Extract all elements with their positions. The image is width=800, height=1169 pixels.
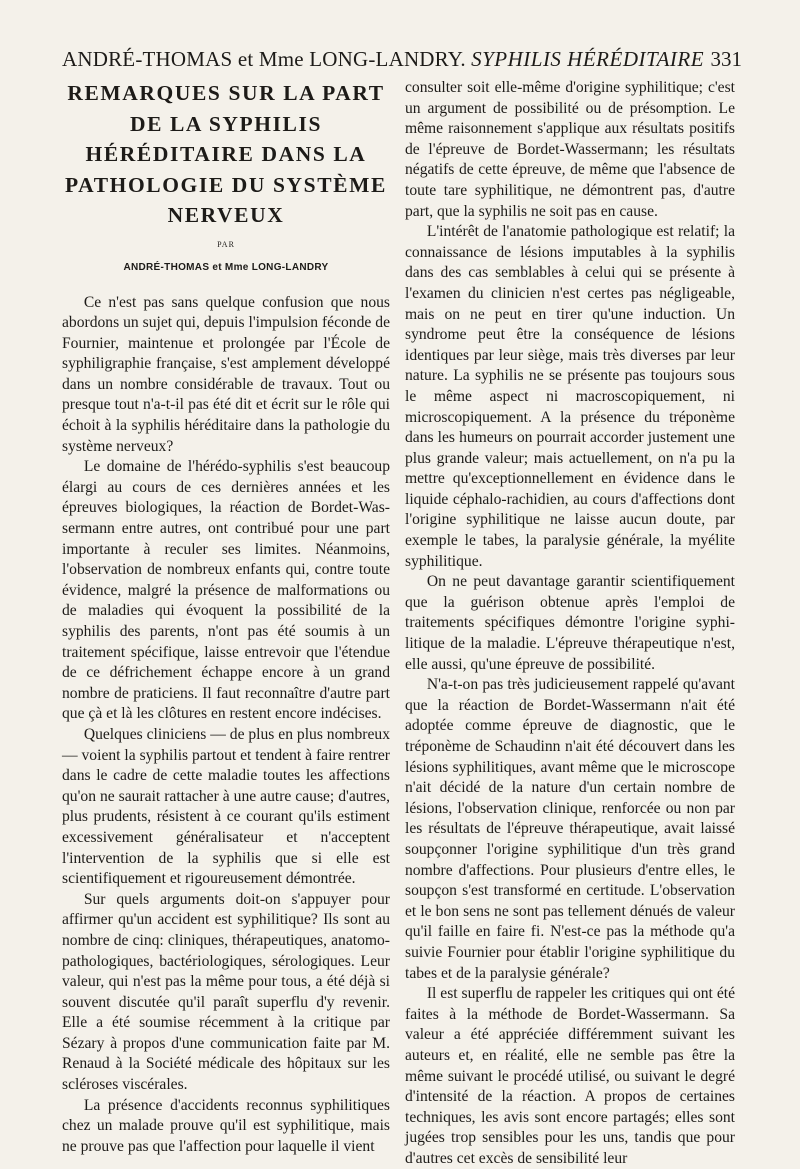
- article-title-line: NERVEUX: [167, 203, 285, 227]
- article-title-line: PATHOLOGIE DU SYSTÈME: [65, 172, 387, 197]
- article-title-line: DE LA SYPHILIS: [129, 111, 323, 136]
- running-head-journal: SYPHILIS HÉRÉDITAIRE: [471, 47, 705, 71]
- article-title-line: HÉRÉDITAIRE DANS LA: [85, 142, 367, 166]
- page-number: 331: [710, 47, 742, 71]
- left-column: [62, 78, 391, 1155]
- paragraph: Il est superflu de rappeler les critiques qui ont été faites à la méthode de Bordet-Wassermann. Sa valeur a été appréciée différemment suivant les auteurs et, en réalité, elle ne semble pas être la même suivant le procédé utilisé, ou suivant le degré d'intensité de la réaction. A propos de certaines techniques, les avis sont encore partagés; elles sont jugées trop sensibles pour les uns, tandis que pour d'autres cet excès de sensibilité leur: [405, 985, 735, 1167]
- article-title-block: [62, 78, 390, 275]
- byline-par: PAR: [217, 239, 235, 249]
- paragraph: La présence d'accidents reconnus syphilitiques chez un malade prouve qu'il est syphilitique, mais ne prouve pas que l'affection pour laquelle il vient: [62, 1096, 390, 1155]
- paragraph: Ce n'est pas sans quelque confusion que nous abordons un sujet qui, depuis l'impulsion féconde de Fournier, maintenue et prolongée par l'École de syphiligraphie française, s'est amplement développé dans un nombre considérable de travaux. Tout ou presque tout n'a-t-il pas été dit et écrit sur le rôle qui échoit à la syphilis héréditaire dans la pathologie du système nerveux?: [62, 293, 390, 455]
- paragraph-continued: consulter soit elle-même d'origine syphilitique; c'est un argument de possibilité ou de présomption. Le même raisonnement s'applique aux résultats positifs de l'épreuve de Bordet-Wassermann; les résultats négatifs de cette épreuve, de même que l'absence de toute tare syphilitique, ne démontrent pas, d'autre part, que la syphilis ne soit pas en cause.: [405, 79, 735, 220]
- article-title-line: REMARQUES SUR LA PART: [67, 81, 385, 105]
- paragraph: On ne peut davantage garantir scientifiquement que la guérison obtenue après l'emploi de traitements spécifiques démontre l'origine syphilitique de la maladie. L'épreuve thérapeutique n'est, elle aussi, qu'une épreuve de possibilité.: [405, 573, 735, 673]
- running-head-authors: ANDRÉ-THOMAS et Mme LONG-LANDRY.: [62, 47, 466, 71]
- paragraph: Le domaine de l'hérédo-syphilis s'est beaucoup élargi au cours de ces dernières années et les épreuves biologiques, la réaction de Bordet-Wassermann entre autres, ont contribué pour une part importante à reculer ses limites. Néanmoins, l'observation de nombreux enfants qui, contre toute évidence, malgré la présence de malformations ou de maladies qui évoquent la possibilité de la syphilis des parents, n'ont pas été soumis à un traitement spécifique, laisse entrevoir que l'étendue de ce défrichement échappe encore à un grand nombre de praticiens. Il faut reconnaître d'autre part que çà et là les clôtures en restent encore indécises.: [62, 458, 390, 723]
- paragraph: L'intérêt de l'anatomie pathologique est relatif; la connaissance de lésions imputables à la syphilis dans des cas semblables à celui qui se présente à l'examen du clinicien n'est certes pas négligeable, mais on ne peut en tirer qu'une induction. Un syndrome peut être la conséquence de lésions identiques par leur siège, mais très diverses par leur nature. La syphilis ne se présente pas toujours sous le même aspect ni macroscopiquement, ni microscopiquement. A la présence du tréponème dans les humeurs on pourrait accorder justement une plus grande valeur; mais actuellement, on n'a pu la mettre qu'exceptionnellement en évidence dans le liquide céphalo-rachidien, au cours d'affections dont l'origine syphilitique ne laisse aucun doute, par exemple le tabes, la paralysie générale, la myélite syphilitique.: [405, 223, 735, 570]
- paragraph: Quelques cliniciens — de plus en plus nombreux — voient la syphilis partout et tendent à faire rentrer dans le cadre de cette maladie toutes les affections qu'on ne saurait rattacher à une autre cause; d'autres, plus prudents, résistent à ce courant qu'ils estiment excessivement généralisateur et n'acceptent l'intervention de la syphilis que si elle est scientifiquement et rigoureusement démontrée.: [62, 725, 391, 888]
- right-column: [405, 78, 735, 1167]
- byline-authors: ANDRÉ-THOMAS et Mme LONG-LANDRY: [123, 261, 329, 273]
- paragraph: N'a-t-on pas très judicieusement rappelé qu'avant que la réaction de Bordet-Wassermann n'ait été adoptée comme épreuve de diagnostic, que le tréponème de Schaudinn n'ait été découvert dans les lésions syphilitiques, avant même que le microscope n'ait décidé de la nature d'un certain nombre de lésions, l'observation clinique, renforcée ou non par les résultats de l'épreuve thérapeutique, avait laissé soupçonner l'origine syphilitique d'un très grand nombre d'affections. Pour plusieurs d'entre elles, le soupçon s'est transformé en certitude. L'observation et le bon sens ne sont pas tellement dénués de valeur qu'il faille en faire fi. N'est-ce pas la méthode qu'a suivie Fournier pour établir l'origine syphilitique du tabes et de la paralysie générale?: [405, 676, 735, 982]
- running-head: [62, 42, 742, 76]
- paragraph: Sur quels arguments doit-on s'appuyer pour affirmer qu'un accident est syphilitique? Ils sont au nombre de cinq: cliniques, thérapeutiques, anatomo-pathologiques, bactériologiques, sérologiques. Leur valeur, qui n'est pas la même pour tous, a été déjà si souvent discutée qu'il paraît superflu d'y revenir. Elle a été soumise récemment à la critique par Sézary à propos d'une communication faite par M. Renaud à la Société médicale des hôpitaux sur les scléroses viscérales.: [62, 890, 390, 1094]
